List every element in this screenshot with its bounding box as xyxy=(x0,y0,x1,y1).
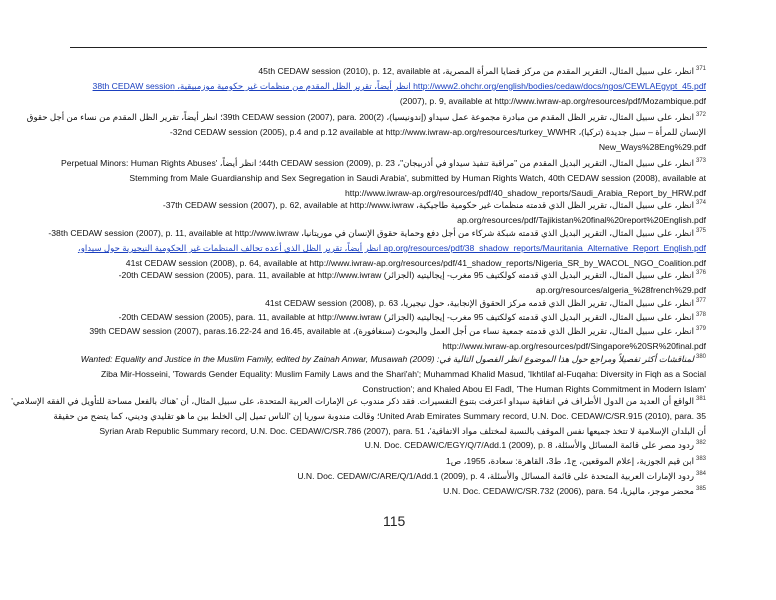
footnote-text: انظر، على سبيل المثال، تقرير الظل المقدم من مبادرة مجموعة عمل سيداو (إندونيسيا)، 39th CEDAW session (2007), para. 200(2)؛ انظر أيضاً، تقرير الظل المقدم من نساء من أجل حقوق xyxy=(26,111,694,122)
footnote-number: 380 xyxy=(695,354,706,360)
footnote-text: Ziba Mir-Hosseini, 'Towards Gender Equality: Muslim Family Laws and the Shari'ah'; Muhammad Khalid Masud, 'Ikhtilaf al-Fuqaha: Diversity in Fiqh as a Social xyxy=(100,368,706,379)
footnote-text: انظر، على سبيل المثال، تقرير الظل الذي قدمته منظمات غير حكومية طاجيكية، 37th CEDAW session (2007), p. 62, available at http://www.iwraw- xyxy=(162,199,694,210)
footnote-line xyxy=(48,224,706,241)
footnote-number: 379 xyxy=(695,326,706,332)
footnote-line xyxy=(66,62,706,79)
footnote-line xyxy=(66,241,706,256)
footnote-link[interactable]: http://www2.ohchr.org/english/bodies/cedaw/docs/ngos/CEWLAEgypt_45.pdf انظر أيضاً، تقرير الظل المقدم من منظمات غير حكومية موزمبيقية، 38th CEDAW session xyxy=(92,80,706,91)
footnote-text: انظر، على سبيل المثال، تقرير الظل الذي قدمته جمعية نساء من أجل العمل والبحوث (سنغافورة)، 39th CEDAW session (2007), paras.16.22-24 and 16.45, available at xyxy=(89,325,694,336)
footnote-number: 382 xyxy=(695,440,706,446)
footnote-text: 41st CEDAW session (2008), p. 64, available at http://www.iwraw-ap.org/resources/pdf/41_shadow_reports/Nigeria_SR_by_WACOL_NGO_Coalition.pdf xyxy=(125,257,706,268)
footnote-text: United Arab Emirates Summary record, U.N. Doc. CEDAW/C/SR.915 (2010), para. 35؛ وقالت مندوبة سوريا إن 'الناس تميل إلى الخلط بين ما هو تقليدي وديني، كما يتضح من حقيقة xyxy=(53,410,706,421)
footnote-line xyxy=(26,108,706,125)
footnote-text: New_Ways%28Eng%29.pdf xyxy=(598,141,706,152)
footnote-381 xyxy=(11,392,706,439)
footnote-line xyxy=(66,266,706,283)
footnote-373 xyxy=(61,154,706,201)
footnote-line xyxy=(11,392,706,409)
footnote-text: الإنسان للمرأة – سبل جديدة (تركيا)، 32nd CEDAW session (2005), p.4 and p.12 available at http://www.iwraw-ap.org/resources/turkey_WWHR- xyxy=(169,126,706,137)
footnote-text: انظر، على سبيل المثال، التقرير البديل الذي قدمته كولكتيف 95 مغرب- إيجاليتيه (الجزائر) 20th CEDAW session (2005), para. 11, available at http://www.iwraw- xyxy=(118,269,694,280)
footnote-text: انظر، على سبيل المثال، التقرير البديل المقدم من "مراقبة تنفيذ سيداو في أذربيجان"، 44th CEDAW session (2009), p. 23؛ انظر أيضاً، 'Perpetual Minors: Human Rights Abuses xyxy=(61,157,694,168)
footnote-number: 375 xyxy=(695,228,706,234)
footnote-text: http://www.iwraw-ap.org/resources/pdf/40_shadow_reports/Saudi_Arabia_Report_by_HRW.pdf xyxy=(345,187,706,198)
footnote-text: انظر، على سبيل المثال، التقرير المقدم من مركز قضايا المرأة المصرية، 45th CEDAW session (2010), p. 12, available at xyxy=(258,65,694,76)
page-number: 115 xyxy=(383,513,406,529)
footnote-line xyxy=(66,196,706,213)
footnote-text: ردود الإمارات العربية المتحدة على قائمة المسائل والأسئلة، U.N. Doc. CEDAW/C/ARE/Q/1/Add.1 (2009), p. 4 xyxy=(297,470,694,481)
footnote-372 xyxy=(26,108,706,155)
footnote-text: Construction'; and Khaled Abou El Fadl, 'The Human Rights Commitment in Modern Islam' xyxy=(362,383,706,394)
footnote-number: 385 xyxy=(695,486,706,492)
footnote-number: 381 xyxy=(695,396,706,402)
footnote-text: انظر، على سبيل المثال، التقرير البديل الذي قدمته شبكة شركاء من أجل دفع وحماية حقوق الإنسان في موريتانيا، 38th CEDAW session (2007), p. 11, available at http://www.iwraw- xyxy=(48,227,694,238)
footnote-371 xyxy=(66,62,706,109)
footnote-380 xyxy=(66,350,706,397)
footnote-375 xyxy=(48,224,706,271)
footnote-line xyxy=(66,436,706,453)
footnote-text: (2007), p. 9, available at http://www.iwraw-ap.org/resources/pdf/Mozambique.pdf xyxy=(399,95,706,106)
footnote-382 xyxy=(66,436,706,453)
footnote-text: ردود مصر على قائمة المسائل والأسئلة، U.N. Doc. CEDAW/C/EGY/Q/7/Add.1 (2009), p. 8 xyxy=(364,439,694,450)
footnote-number: 376 xyxy=(695,270,706,276)
footnote-text: محضر موجز، ماليزيا، U.N. Doc. CEDAW/C/SR.732 (2006), para. 54 xyxy=(443,485,694,496)
footnote-text: ap.org/resources/pdf/Tajikistan%20final%20report%20English.pdf xyxy=(457,214,706,225)
footnote-line xyxy=(61,154,706,171)
footnote-line xyxy=(66,79,706,94)
footnote-text: أن البلدان الإسلامية لا تتخذ جميعها نفس الموقف بالنسبة لمختلف مواد الاتفاقية'، Syrian Arab Republic Summary record, U.N. Doc. CEDAW/C/SR.786 (2007), para. 51 xyxy=(99,425,706,436)
footnote-number: 373 xyxy=(695,158,706,164)
footnote-separator-rule xyxy=(70,47,707,48)
footnote-number: 378 xyxy=(695,312,706,318)
footnote-text: ابن قيم الجوزية، إعلام الموقعين، ج1، ط3، القاهرة: سعادة، 1955، ص1 xyxy=(446,455,694,466)
footnote-text: Stemming from Male Guardianship and Sex Segregation in Saudi Arabia', submitted by Human Rights Watch, 40th CEDAW session (2008), available at xyxy=(129,172,706,183)
footnote-line xyxy=(66,350,706,367)
footnote-number: 374 xyxy=(695,200,706,206)
footnote-number: 377 xyxy=(695,298,706,304)
footnote-line xyxy=(66,482,706,499)
footnote-385 xyxy=(66,482,706,499)
footnote-number: 383 xyxy=(695,456,706,462)
footnote-text: لمناقشات أكثر تفصيلاً ومراجع حول هذا الموضوع انظر الفصول التالية في: Wanted: Equality and Justice in the Muslim Family, edited by Zainah Anwar, Musawah (2009) xyxy=(80,353,694,364)
footnote-text: الواقع أن العديد من الدول الأطراف في اتفاقية سيداو اعترفت بتنوع التفسيرات. فقد ذكر مندوب عن الإمارات العربية المتحدة، على سبيل المثال، أن 'هناك بالفعل مساحة للتأويل في الفقه الإسلامي' xyxy=(11,395,694,406)
footnote-text: انظر، على سبيل المثال، تقرير الظل الذي قدمه مركز الحقوق الإنجابية، حول نيجيريا، 41st CEDAW session (2008), p. 63 xyxy=(265,297,694,308)
footnote-line xyxy=(66,322,706,339)
footnote-text: ap.org/resources/algeria_%28french%29.pdf xyxy=(535,284,706,295)
footnote-text: انظر، على سبيل المثال، التقرير البديل الذي قدمته كولكتيف 95 مغرب- إيجاليتيه (الجزائر) 20th CEDAW session (2005), para. 11, available at http://www.iwraw- xyxy=(118,311,694,322)
footnote-number: 372 xyxy=(695,112,706,118)
footnote-link[interactable]: ap.org/resources/pdf/38_shadow_reports/Mauritania_Alternative_Report_English.pdf انظر أيضاً، تقرير الظل الذي أعده تحالف المنظمات غير الحكومية النيجيرية حول سيداو، xyxy=(77,242,706,253)
footnote-text: http://www.iwraw-ap.org/resources/pdf/Singapore%20SR%20final.pdf xyxy=(442,340,706,351)
footnote-number: 371 xyxy=(695,66,706,72)
footnote-number: 384 xyxy=(695,471,706,477)
